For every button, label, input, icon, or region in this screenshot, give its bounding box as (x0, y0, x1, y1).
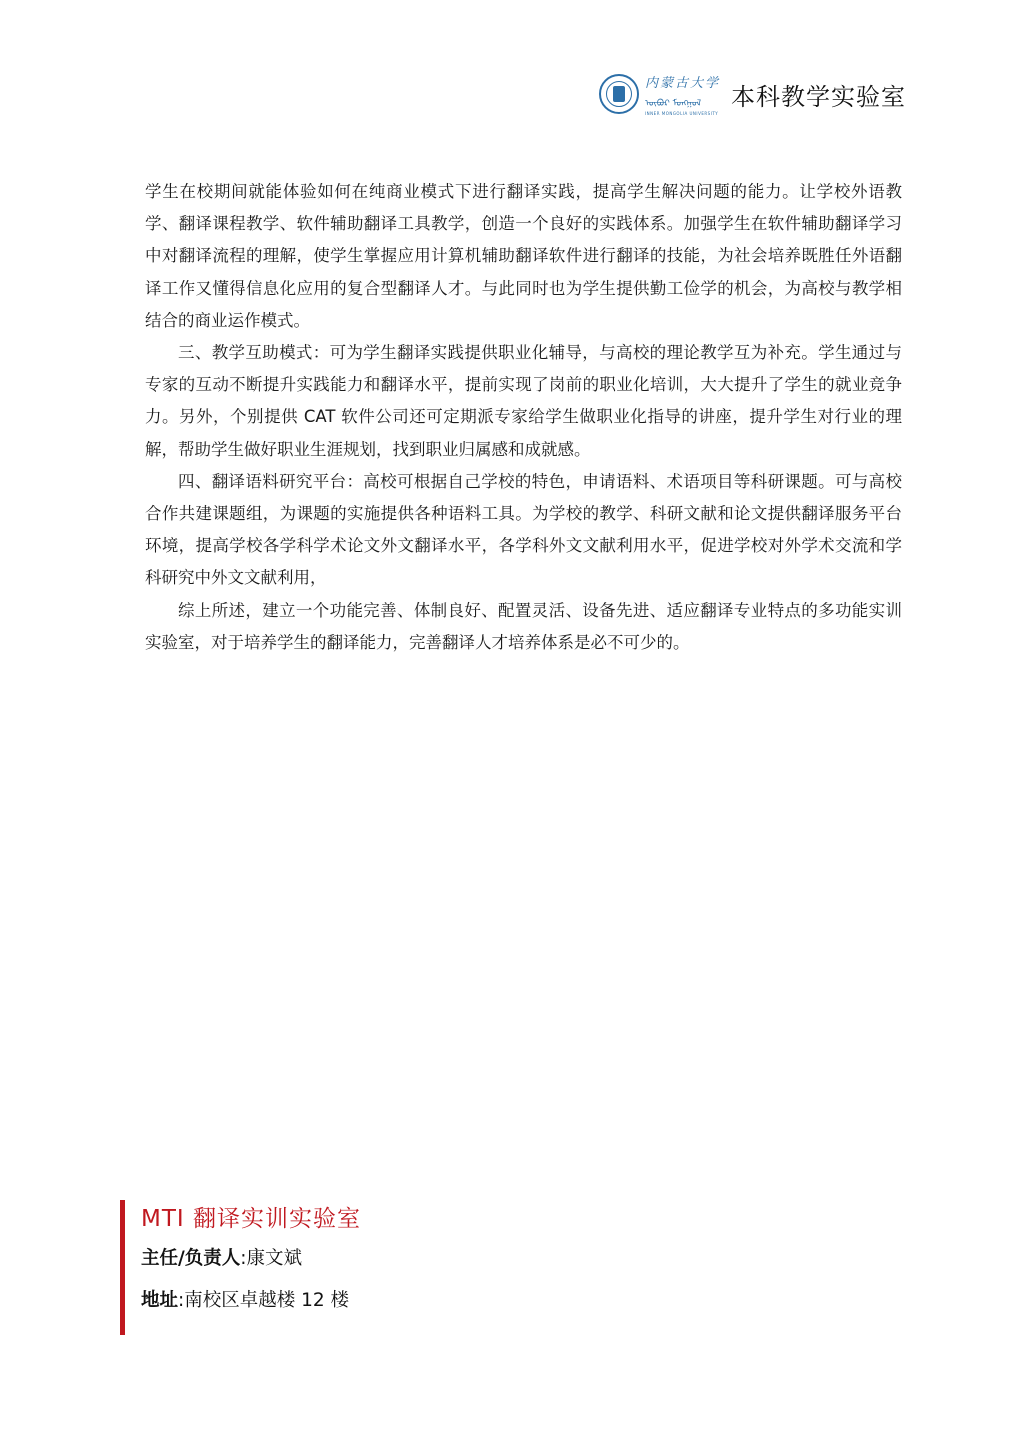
logo-chinese-name: 内蒙古大学 (645, 76, 721, 91)
university-logo (645, 73, 725, 115)
body-text (145, 176, 902, 659)
logo-english-name: INNER MONGOLIA UNIVERSITY (645, 111, 719, 116)
director-separator: : (240, 1248, 247, 1269)
paragraph-continuation: 学生在校期间就能体验如何在纯商业模式下进行翻译实践，提高学生解决问题的能力。让学校外语教学、翻译课程教学、软件辅助翻译工具教学，创造一个良好的实践体系。加强学生在软件辅助翻译学习中对翻译流程的理解，使学生掌握应用计算机辅助翻译软件进行翻译的技能，为社会培养既胜任外语翻译工作又懂得信息化应用的复合型翻译人才。与此同时也为学生提供勤工俭学的机会，为高校与教学相结合的商业运作模式。 (145, 182, 902, 330)
address-label: 地址 (141, 1290, 179, 1311)
logo-mongolian-name: ᠦᠪᠦᠷ ᠮᠣᠩᠭᠣᠯ (645, 99, 702, 109)
paragraph-summary: 综上所述，建立一个功能完善、体制良好、配置灵活、设备先进、适应翻译专业特点的多功能实训实验室，对于培养学生的翻译能力，完善翻译人才培养体系是必不可少的。 (145, 600, 902, 652)
paragraph-teaching-assistance: 三、教学互助模式：可为学生翻译实践提供职业化辅导，与高校的理论教学互为补充。学生通过与专家的互动不断提升实践能力和翻译水平，提前实现了岗前的职业化培训，大大提升了学生的就业竞争力。另外，个别提供 CAT 软件公司还可定期派专家给学生做职业化指导的讲座，提升学生对行业的理解，帮助学生做好职业生涯规划，找到职业归属感和成就感。 (145, 343, 902, 459)
director-label: 主任/负责人 (141, 1248, 241, 1269)
header-title: 本科教学实验室 (731, 82, 906, 111)
lab-info (141, 1200, 361, 1322)
paragraph-corpus-research: 四、翻译语料研究平台：高校可根据自己学校的特色，申请语料、术语项目等科研课题。可与高校合作共建课题组，为课题的实施提供各种语料工具。为学校的教学、科研文献和论文提供翻译服务平台环境，提高学校各学科学术论文外文翻译水平，各学科外文文献利用水平，促进学校对外学术交流和学科研究中外文文献利用， (145, 471, 902, 588)
address-separator: : (178, 1290, 185, 1311)
lab-name: MTI 翻译实训实验室 (141, 1206, 361, 1232)
university-seal-icon (599, 74, 639, 114)
page-header (599, 68, 906, 120)
director-name: 康文斌 (246, 1248, 303, 1269)
footer-accent-bar (120, 1200, 125, 1335)
address-value: 南校区卓越楼 12 楼 (184, 1290, 350, 1311)
address-line (141, 1280, 361, 1322)
director-line (141, 1238, 361, 1280)
